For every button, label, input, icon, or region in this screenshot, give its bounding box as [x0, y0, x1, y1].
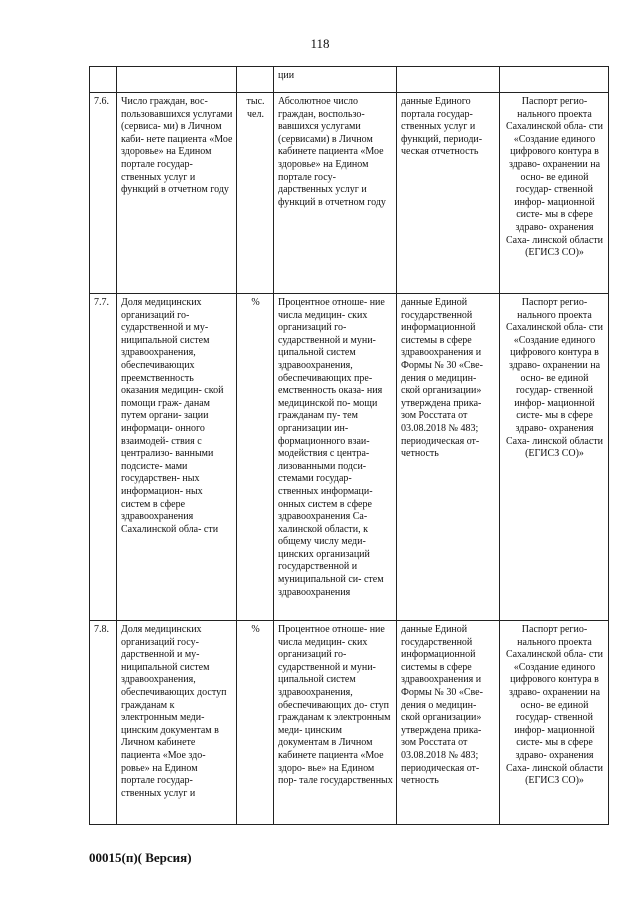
table-cell: [397, 67, 500, 93]
indicator-definition: Процентное отноше- ние числа медицин- ских организаций го- сударственной и муни- ципальной систем здравоохранения, обеспечивающих пре- емственность оказа- ния медицинской по- мощи гражданам пу- тем организации ин- формационного взаи- модействия с центра- лизованными подси- стемами государ- ственных информаци- онных систем в сфере здравоохранения Са- халинской области, к общему числу меди- цинских организаций государственной и муниципальной си- стем здравоохранения: [274, 294, 397, 621]
table-cell: [237, 67, 274, 93]
indicator-definition: Абсолютное число граждан, воспользо- вавшихся услугами (сервисами) в Личном кабинете пациента «Мое здоровье» на Едином портале госу- дарственных услуг и функций в отчетном году: [274, 93, 397, 294]
indicator-definition: Процентное отноше- ние числа медицин- ских организаций го- сударственной и муни- ципальной систем здравоохранения, обеспечивающих до- ступ гражданам к электронным меди- цинским документам в Личном кабинете пациента «Мое здоро- вье» на Едином пор- тале государственных: [274, 621, 397, 825]
indicator-document: Паспорт регио- нального проекта Сахалинской обла- сти «Создание единого цифрового контура в здраво- охранении на осно- ве единой государ- ственной инфор- мационной систе- мы в сфере здраво- охранения Саха- линской области (ЕГИСЗ СО)»: [500, 621, 609, 825]
indicator-number: 7.8.: [90, 621, 117, 825]
indicator-number: 7.7.: [90, 294, 117, 621]
table-cell: ции: [274, 67, 397, 93]
indicator-document: Паспорт регио- нального проекта Сахалинской обла- сти «Создание единого цифрового контура в здраво- охранении на осно- ве единой государ- ственной инфор- мационной систе- мы в сфере здраво- охранения Саха- линской области (ЕГИСЗ СО)»: [500, 93, 609, 294]
table-cell: [90, 67, 117, 93]
document-footer: 00015(п)( Версия): [89, 850, 192, 865]
table-row: [90, 93, 609, 294]
indicator-source: данные Единой государственной информационной системы в сфере здравоохранения и Формы № 30 «Све- дения о медицин- ской организации» утверждена прика- зом Росстата от 03.08.2018 № 483; периодическая от- четность: [397, 294, 500, 621]
indicator-name: Число граждан, вос- пользовавшихся услугами (сервиса- ми) в Личном каби- нете пациента «Мое здоровье» на Едином портале государ- ственных услуг и функций в отчетном году: [117, 93, 237, 294]
table-cell: [117, 67, 237, 93]
indicator-number: 7.6.: [90, 93, 117, 294]
table-row: [90, 294, 609, 621]
indicator-name: Доля медицинских организаций го- сударственной и му- ниципальной систем здравоохранения, обеспечивающих преемственность оказания медицин- ской помощи граж- данам путем органи- зации информаци- онного взаимодей- ствия с централизо- ванными подсисте- мами государствен- ных информацион- ных систем в сфере здравоохранения Сахалинской обла- сти: [117, 294, 237, 621]
indicator-unit: %: [237, 294, 274, 621]
indicator-unit: тыс. чел.: [237, 93, 274, 294]
table-cell: [500, 67, 609, 93]
indicators-table: [89, 66, 609, 825]
indicator-document: Паспорт регио- нального проекта Сахалинской обла- сти «Создание единого цифрового контура в здраво- охранении на осно- ве единой государ- ственной инфор- мационной систе- мы в сфере здраво- охранения Саха- линской области (ЕГИСЗ СО)»: [500, 294, 609, 621]
indicator-source: данные Единой государственной информационной системы в сфере здравоохранения и Формы № 30 «Све- дения о медицин- ской организации» утверждена прика- зом Росстата от 03.08.2018 № 483; периодическая от- четность: [397, 621, 500, 825]
indicator-name: Доля медицинских организаций госу- дарственной и му- ниципальной систем здравоохранения, обеспечивающих доступ гражданам к электронным меди- цинским документам в Личном кабинете пациента «Мое здо- ровье» на Едином портале государ- ственных услуг и: [117, 621, 237, 825]
page-number: 118: [310, 36, 330, 51]
table-row-continuation: [90, 67, 609, 93]
table-row: [90, 621, 609, 825]
indicator-unit: %: [237, 621, 274, 825]
indicator-source: данные Единого портала государ- ственных услуг и функций, периоди- ческая отчетность: [397, 93, 500, 294]
